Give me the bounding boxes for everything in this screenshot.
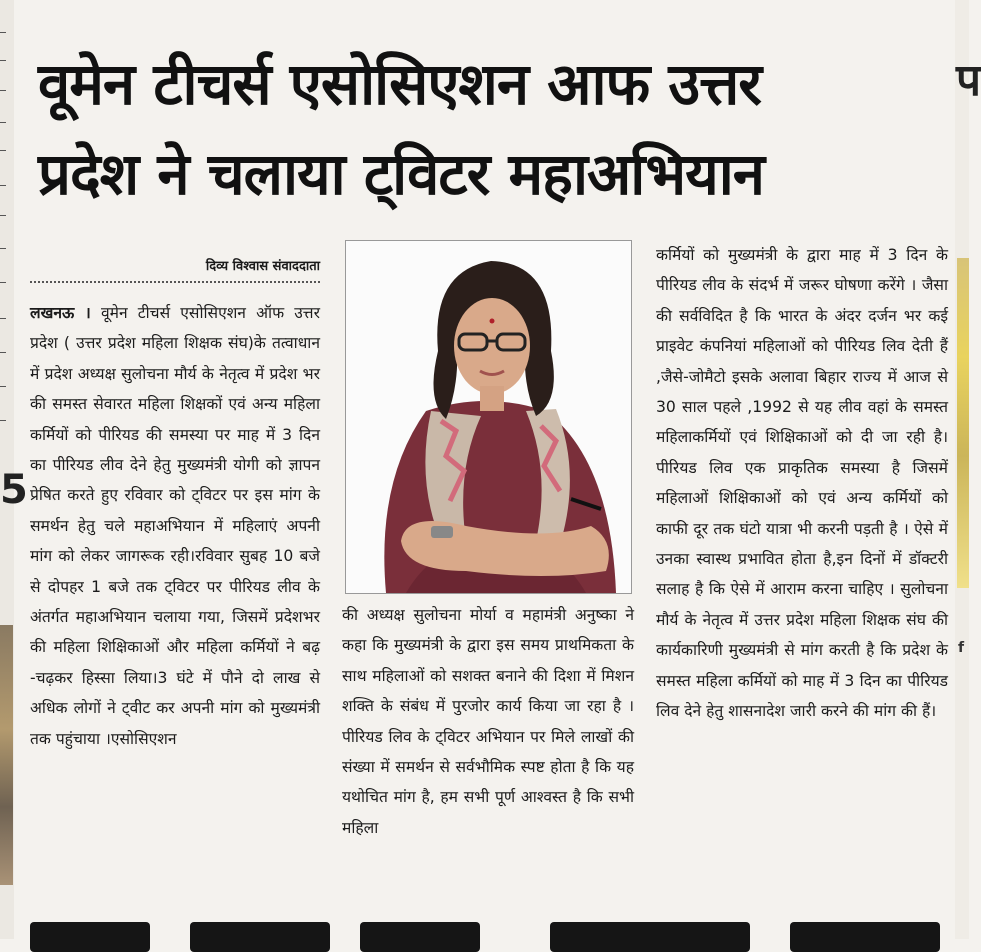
adjacent-headline-glyph: प <box>956 55 981 106</box>
article-column-1 <box>30 298 320 754</box>
byline: दिव्य विश्वास संवाददाता <box>205 259 320 274</box>
column-2-text: की अध्यक्ष सुलोचना मोर्या व महामंत्री अनुष्का ने कहा कि मुख्यमंत्री के द्वारा इस समय प्राथमिकता के साथ महिलाओं को सशक्त बनाने की दिशा में मिशन शक्ति के संबंध में पुरजोर कार्य किया जा रहा है । पीरियड लिव के ट्विटर अभियान पर मिले लाखों की संख्या में समर्थन से सर्वभौमिक स्पष्ट होता है कि यह यथोचित मांग है, हम सभी पूर्ण आश्वस्त है कि सभी महिला <box>342 606 634 837</box>
byline-divider <box>30 281 320 283</box>
next-headline-cropped <box>30 916 970 939</box>
adjacent-photo-edge <box>0 625 13 885</box>
dateline: लखनऊ । <box>30 304 91 322</box>
article-photo <box>345 240 632 594</box>
adjacent-text-fragment: f <box>958 640 965 656</box>
column-1-text: वूमेन टीचर्स एसोसिएशन ऑफ उत्तर प्रदेश ( उत्तर प्रदेश महिला शिक्षक संघ)के तत्वाधान में प्रदेश अध्यक्ष सुलोचना मौर्य के नेतृत्व में प्रदेश भर की समस्त सेवारत महिला शिक्षकों एवं अन्य महिला कर्मियों को पीरियड की समस्या पर माह में 3 दिन का पीरियड लीव देने हेतु मुख्यमंत्री योगी को ज्ञापन प्रेषित करते हुए रविवार को ट्विटर पर इस मांग के समर्थन हेतु चले महाअभियान में महिलाएं अपनी मांग को लेकर जागरूक रही।रविवार सुबह 10 बजे से दोपहर 1 बजे तक ट्विटर पर पीरियड लीव के अंतर्गत महाअभियान चलाया गया, जिसमें प्रदेशभर की महिला शिक्षिकाओं और महिला कर्मियों ने बढ़ -चढ़कर हिस्सा लिया।3 घंटे में पौने दो लाख से अधिक लोगों ने ट्वीट कर अपनी मांग को मुख्यमंत्री तक पहुंचाया ।एसोसिएशन <box>30 304 320 748</box>
adjacent-article-glyph: 5 <box>0 467 28 513</box>
adjacent-photo-edge-right <box>957 258 969 588</box>
headline-line-2: प्रदेश ने चलाया ट्विटर महाअभियान <box>38 139 764 208</box>
column-3-text: कर्मियों को मुख्यमंत्री के द्वारा माह में 3 दिन के पीरियड लीव के संदर्भ में जरूर घोषणा करेंगे । जैसा की सर्वविदित है कि भारत के अंदर दर्जन भर कई प्राइवेट कंपनियां महिलाओं को पीरियड लिव देती हैं ,जैसे-जोमैटो इसके अलावा बिहार राज्य में आज से 30 साल पहले ,1992 से यह लीव वहां के समस्त महिलाकर्मियों एवं शिक्षिकाओं को दी जा रही है।पीरियड लिव एक प्राकृतिक समस्या है जिसमें महिलाओं शिक्षिकाओं को एवं अन्य कर्मियों को काफी दूर तक घंटो यात्रा भी करनी पड़ती है । ऐसे में उनका स्वास्थ प्रभावित होता है,इन दिनों में डॉक्टरी सलाह है कि ऐसे में आराम करना चाहिए । सुलोचना मौर्य के नेतृत्व में उत्तर प्रदेश महिला शिक्षक संघ की कार्यकारिणी मुख्यमंत्री से मांग करती है कि प्रदेश के समस्त महिला कर्मियों को माह में 3 दिन का पीरियड लिव देने हेतु शासनादेश जारी करने की मांग की हैं। <box>656 246 948 721</box>
portrait-photo <box>346 241 631 593</box>
headline-line-1: वूमेन टीचर्स एसोसिएशन आफ उत्तर <box>38 50 762 118</box>
article-column-3 <box>656 240 948 727</box>
article-column-2 <box>342 600 634 843</box>
headline <box>38 40 938 220</box>
